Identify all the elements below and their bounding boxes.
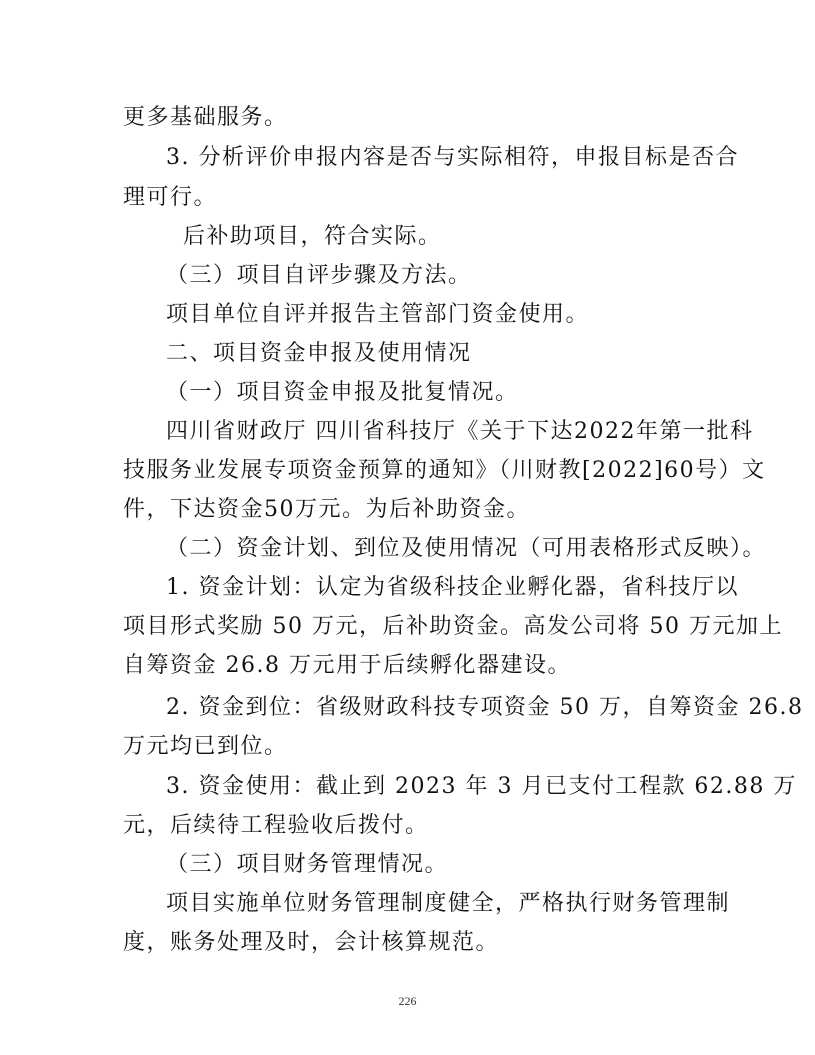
text-line-18: 3. 资金使用：截止到 2023 年 3 月已支付工程款 62.88 万 (166, 774, 797, 799)
text-line-9: 四川省财政厅 四川省科技厅《关于下达2022年第一批科 (166, 419, 754, 444)
text-line-11: 件，下达资金50万元。为后补助资金。 (123, 497, 530, 522)
text-line-13: 1. 资金计划：认定为省级科技企业孵化器，省科技厅以 (166, 575, 739, 600)
text-line-10: 技服务业发展专项资金预算的通知》（川财教[2022]60号）文 (123, 458, 766, 483)
text-line-22: 度，账务处理及时，会计核算规范。 (123, 930, 500, 955)
section-heading-financial: （三）项目财务管理情况。 (166, 852, 449, 877)
text-line-3: 理可行。 (123, 185, 218, 210)
text-line-14: 项目形式奖励 50 万元，后补助资金。高发公司将 50 万元加上 (123, 614, 783, 639)
text-line-15: 自筹资金 26.8 万元用于后续孵化器建设。 (123, 653, 571, 678)
section-heading-procedure: （三）项目自评步骤及方法。 (166, 263, 472, 288)
text-line-16: 2. 资金到位：省级财政科技专项资金 50 万，自筹资金 26.8 (166, 695, 804, 720)
section-heading-plan: （二）资金计划、到位及使用情况（可用表格形式反映）。 (166, 536, 767, 561)
section-heading-funds: 二、项目资金申报及使用情况 (166, 341, 472, 366)
text-line-6: 项目单位自评并报告主管部门资金使用。 (166, 302, 590, 327)
page-number: 226 (398, 994, 417, 1008)
text-line-19: 元，后续待工程验收后拨付。 (123, 813, 429, 838)
text-line-17: 万元均已到位。 (123, 734, 288, 759)
text-line-4: 后补助项目，符合实际。 (183, 224, 442, 249)
section-heading-approval: （一）项目资金申报及批复情况。 (166, 380, 519, 405)
text-line-21: 项目实施单位财务管理制度健全，严格执行财务管理制 (166, 891, 731, 916)
text-line-2: 3. 分析评价申报内容是否与实际相符，申报目标是否合 (166, 145, 739, 170)
text-line-1: 更多基础服务。 (123, 105, 288, 130)
